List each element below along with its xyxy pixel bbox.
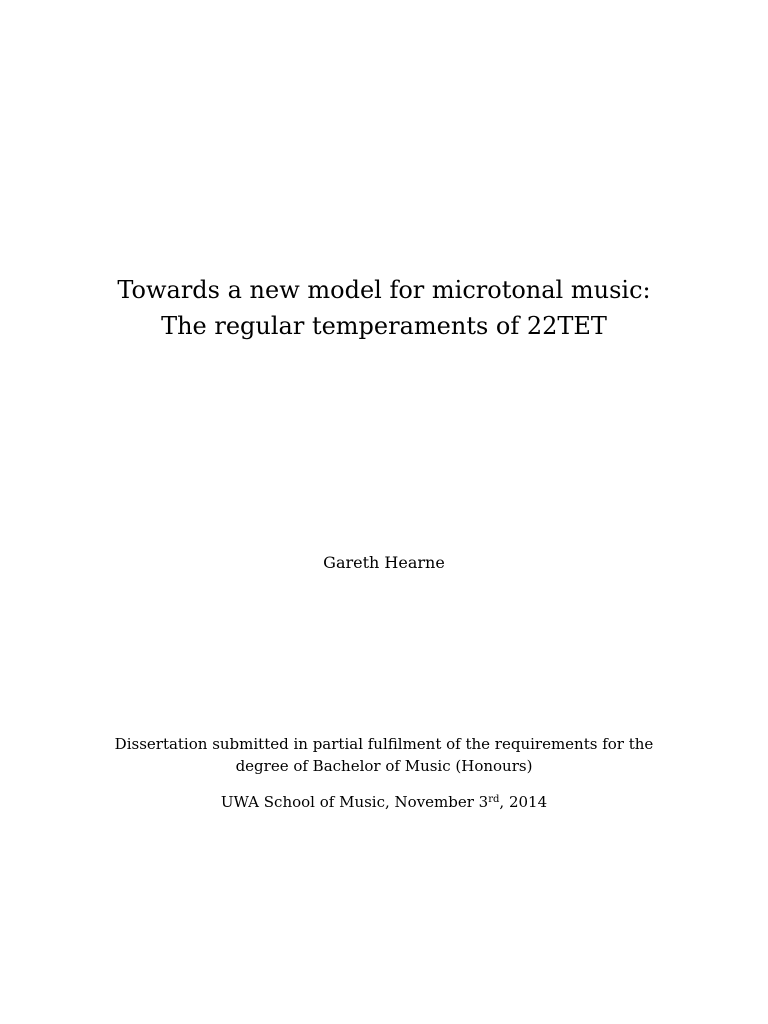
title-line-1: Towards a new model for microtonal music: bbox=[117, 276, 651, 304]
institution-date bbox=[0, 791, 768, 813]
submission-statement bbox=[0, 733, 768, 777]
submission-line-2: degree of Bachelor of Music (Honours) bbox=[235, 757, 533, 775]
author-name: Gareth Hearne bbox=[323, 553, 445, 572]
title-line-2: The regular temperaments of 22TET bbox=[161, 312, 607, 340]
date-ordinal-suffix: rd bbox=[488, 794, 500, 805]
institution-text: UWA School of Music, November 3 bbox=[220, 793, 489, 811]
institution-year: , 2014 bbox=[499, 793, 548, 811]
document-title bbox=[0, 272, 768, 344]
submission-line-1: Dissertation submitted in partial fulfilment of the requirements for the bbox=[114, 735, 654, 753]
